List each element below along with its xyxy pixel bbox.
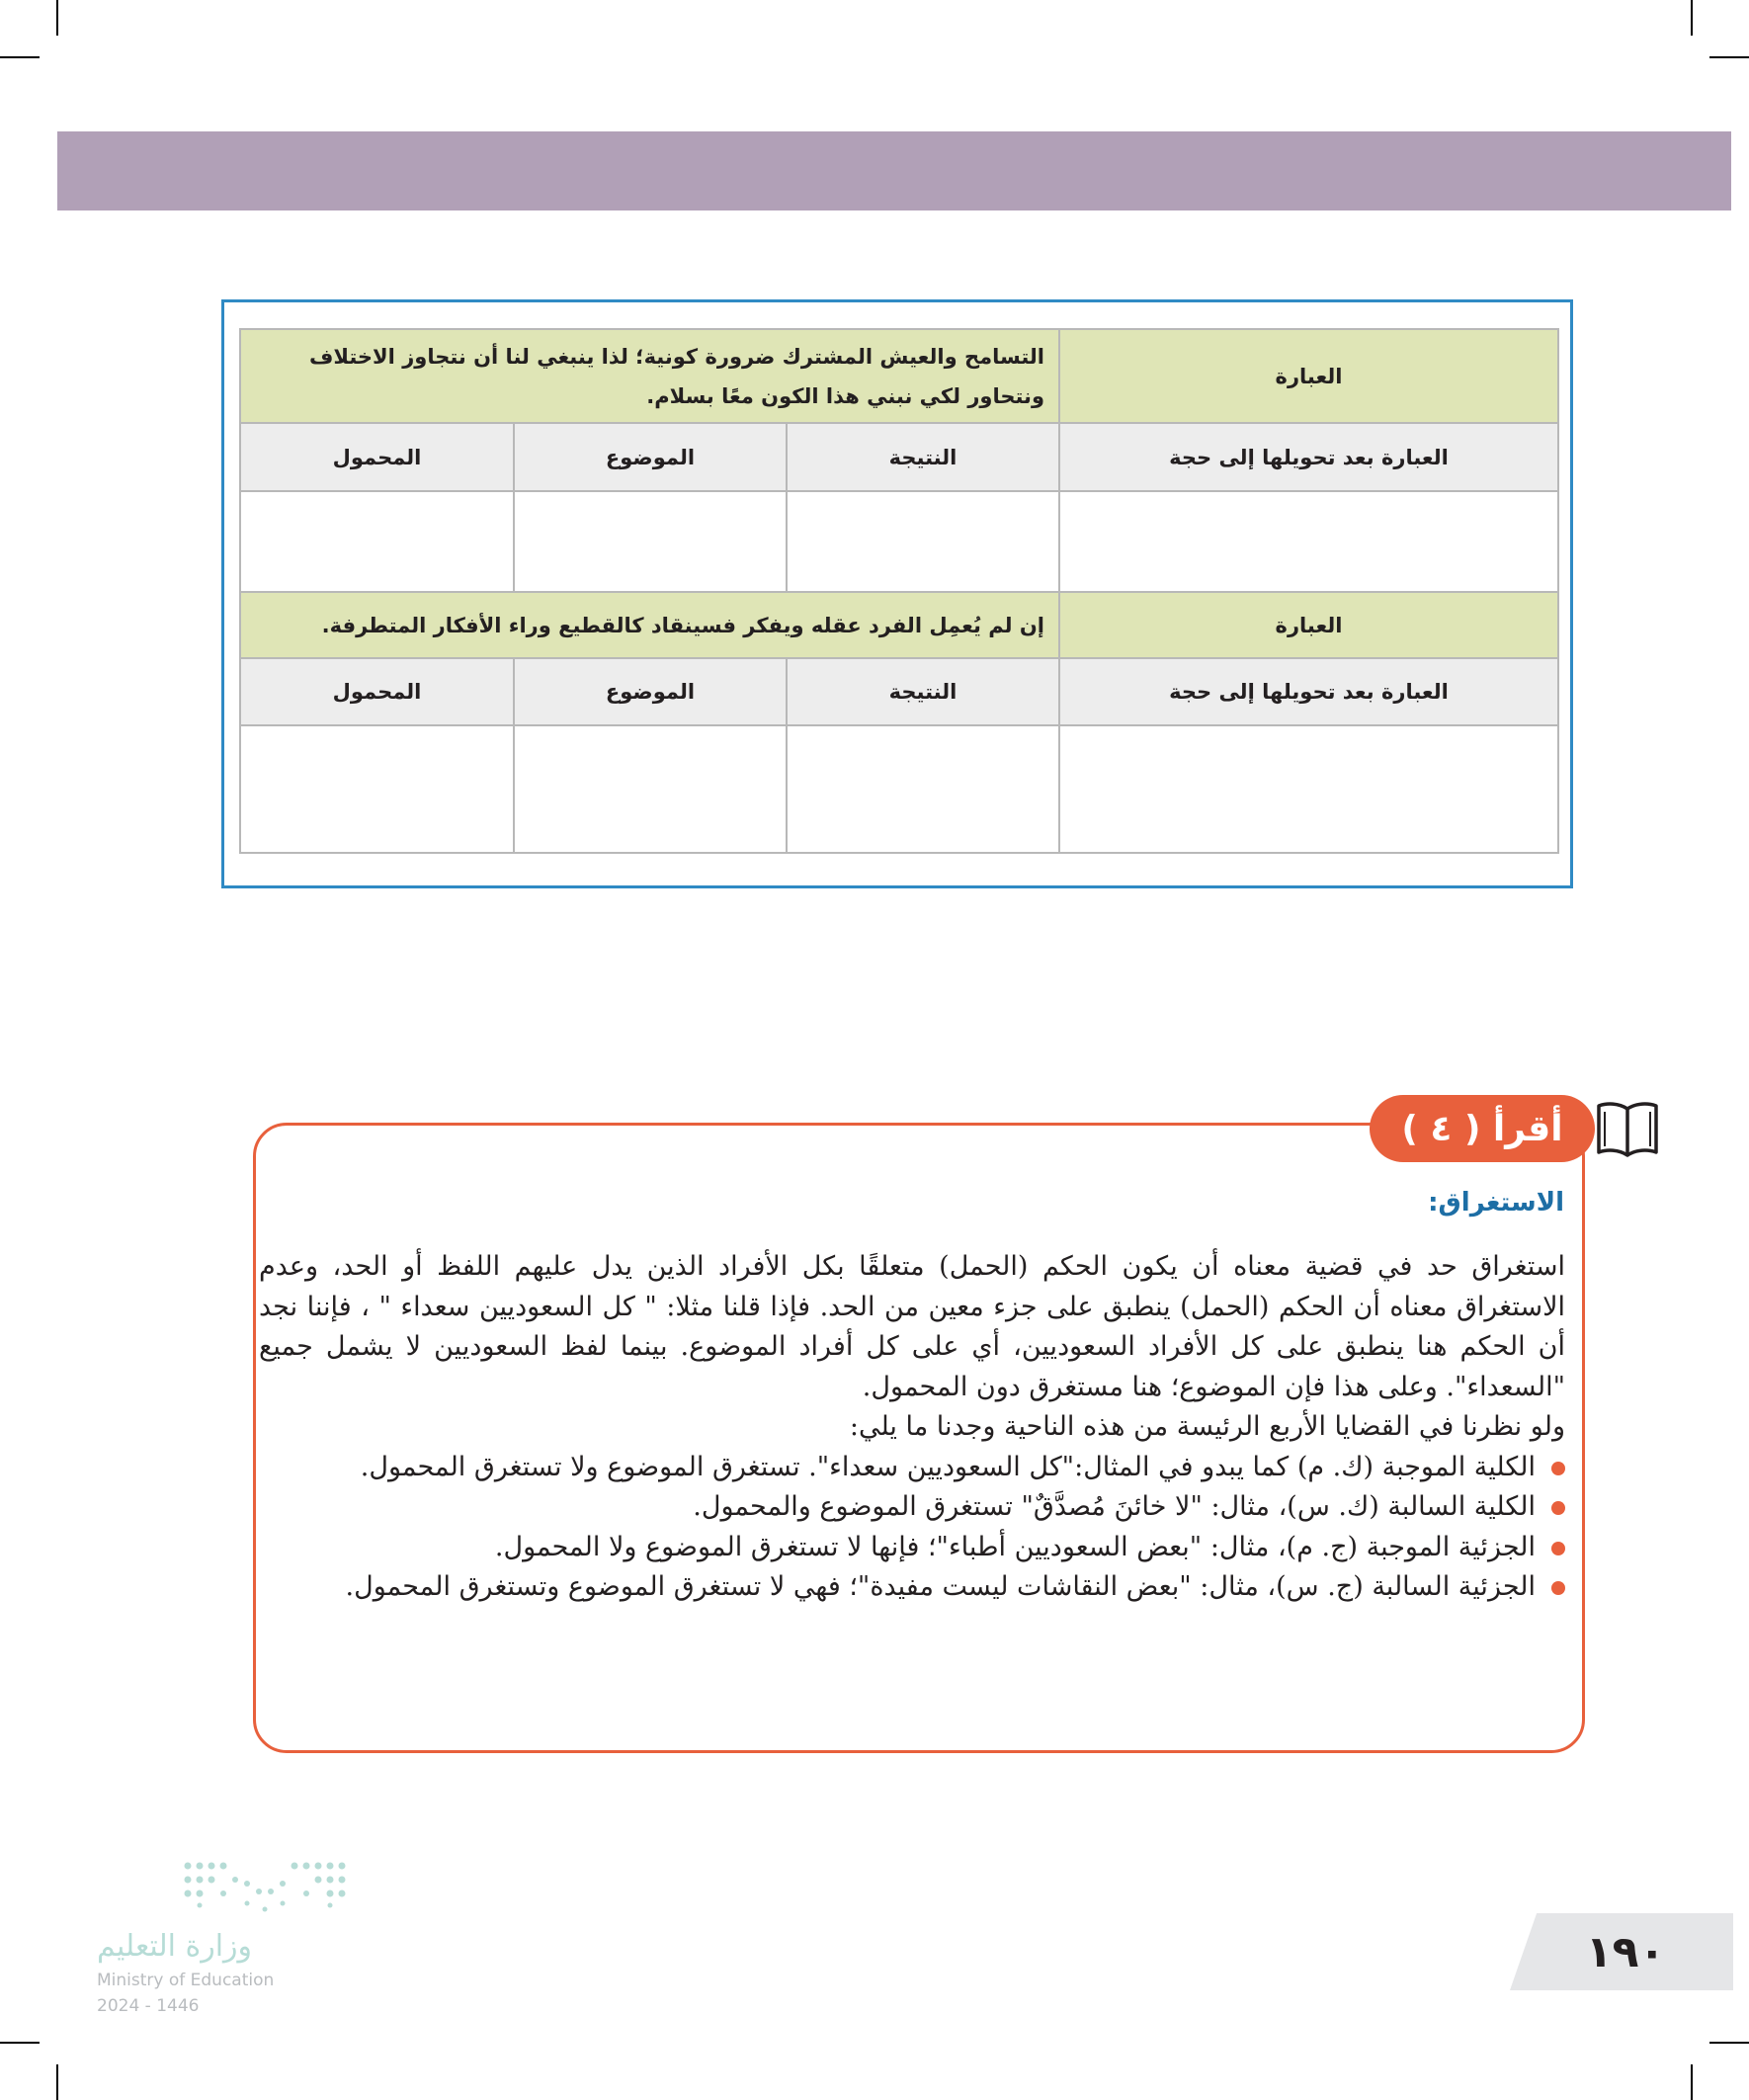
- crop-mark: [1691, 0, 1693, 36]
- col-subject-header: الموضوع: [514, 423, 787, 491]
- header-band: [57, 131, 1731, 210]
- list-item: [259, 1448, 1565, 1488]
- reading-list: [259, 1448, 1565, 1608]
- exercise-table: [239, 328, 1559, 854]
- statement-line: ونتحاور لكي نبني هذا الكون معًا بسلام.: [646, 383, 1044, 408]
- ministry-name-en: Ministry of Education: [97, 1971, 275, 1990]
- col-converted-header: العبارة بعد تحويلها إلى حجة: [1059, 658, 1558, 725]
- statement-row: [240, 329, 1558, 423]
- column-header-row: [240, 423, 1558, 491]
- col-predicate-header: المحمول: [240, 423, 514, 491]
- bullet-icon: [1551, 1501, 1565, 1515]
- list-item-text: الكلية السالبة (ك. س)، مثال: "لا خائنَ مُصدَّقٌ" تستغرق الموضوع والمحمول.: [693, 1491, 1536, 1522]
- answer-cell[interactable]: [514, 491, 787, 592]
- statement-label: العبارة: [1059, 592, 1558, 658]
- column-header-row: [240, 658, 1558, 725]
- answer-cell[interactable]: [240, 725, 514, 853]
- answer-row: [240, 491, 1558, 592]
- reading-title: أقرأ ( ٤ ): [1370, 1095, 1595, 1162]
- crop-mark: [0, 2042, 40, 2044]
- answer-row: [240, 725, 1558, 853]
- statement-text: [240, 329, 1059, 423]
- crop-mark: [0, 56, 40, 58]
- statement-row: [240, 592, 1558, 658]
- list-item-text: الجزئية الموجبة (ج. م)، مثال: "بعض السعوديين أطباء"؛ فإنها لا تستغرق الموضوع ولا المحمول.: [494, 1531, 1536, 1562]
- crop-mark: [56, 2064, 58, 2100]
- statement-text: إن لم يُعمِل الفرد عقله ويفكر فسينقاد كالقطيع وراء الأفكار المتطرفة.: [240, 592, 1059, 658]
- reading-body: [259, 1247, 1565, 1608]
- reading-paragraph: استغراق حد في قضية معناه أن يكون الحكم (الحمل) متعلقًا بكل الأفراد الذين يدل عليهم اللفظ أو الحد، وعدم الاستغراق معناه أن الحكم (الحمل) ينطبق على جزء معين من الحد. فإذا قلنا مثلا: " كل السعوديين سعداء " ، فإننا نجد أن الحكم هنا ينطبق على كل الأفراد السعوديين، أي على كل أفراد الموضوع. بينما لفظ السعوديين لا يشمل جميع "السعداء". وعلى هذا فإن الموضوع؛ هنا مستغرق دون المحمول.: [259, 1251, 1565, 1402]
- list-item: [259, 1528, 1565, 1568]
- list-item: [259, 1567, 1565, 1608]
- crop-mark: [1709, 56, 1749, 58]
- bullet-icon: [1551, 1581, 1565, 1595]
- col-conclusion-header: النتيجة: [787, 423, 1059, 491]
- open-book-icon: [1595, 1099, 1660, 1160]
- answer-cell[interactable]: [1059, 491, 1558, 592]
- list-item-text: الكلية الموجبة (ك. م) كما يبدو في المثال:"كل السعوديين سعداء". تستغرق الموضوع ولا تستغرق المحمول.: [360, 1451, 1536, 1482]
- bullet-icon: [1551, 1542, 1565, 1555]
- col-converted-header: العبارة بعد تحويلها إلى حجة: [1059, 423, 1558, 491]
- ministry-logo-icon: [180, 1858, 354, 1917]
- answer-cell[interactable]: [514, 725, 787, 853]
- crop-mark: [56, 0, 58, 36]
- crop-mark: [1709, 2042, 1749, 2044]
- statement-label: العبارة: [1059, 329, 1558, 423]
- answer-cell[interactable]: [787, 491, 1059, 592]
- col-predicate-header: المحمول: [240, 658, 514, 725]
- list-item-text: الجزئية السالبة (ج. س)، مثال: "بعض النقاشات ليست مفيدة"؛ فهي لا تستغرق الموضوع وتستغرق المحمول.: [345, 1571, 1536, 1602]
- reading-paragraph: ولو نظرنا في القضايا الأربع الرئيسة من هذه الناحية وجدنا ما يلي:: [849, 1411, 1565, 1442]
- answer-cell[interactable]: [787, 725, 1059, 853]
- list-item: [259, 1487, 1565, 1528]
- reading-subtitle: الاستغراق:: [1428, 1188, 1564, 1218]
- ministry-year: 2024 - 1446: [97, 1996, 200, 2016]
- answer-cell[interactable]: [1059, 725, 1558, 853]
- crop-mark: [1691, 2064, 1693, 2100]
- answer-cell[interactable]: [240, 491, 514, 592]
- bullet-icon: [1551, 1462, 1565, 1475]
- page-number: ١٩٠: [1585, 1926, 1666, 1977]
- col-subject-header: الموضوع: [514, 658, 787, 725]
- ministry-name-ar: وزارة التعليم: [97, 1929, 253, 1964]
- statement-line: التسامح والعيش المشترك ضرورة كونية؛ لذا ينبغي لنا أن نتجاوز الاختلاف: [309, 344, 1044, 369]
- col-conclusion-header: النتيجة: [787, 658, 1059, 725]
